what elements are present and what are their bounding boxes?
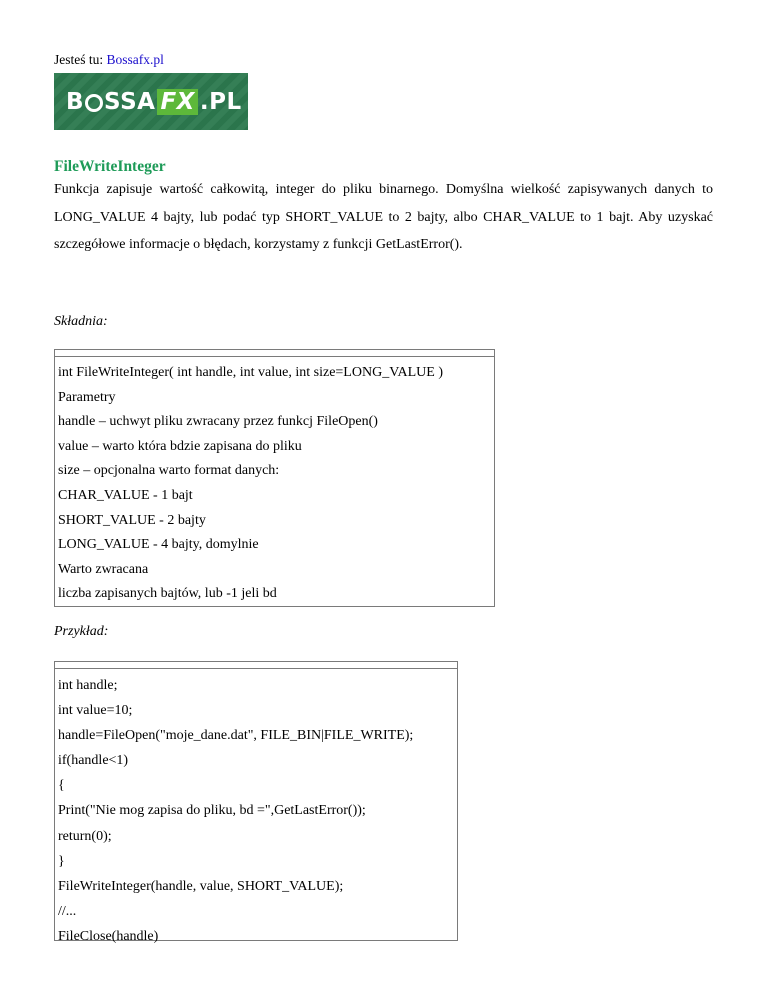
code-line: return(0); (58, 828, 112, 844)
code-line: handle=FileOpen("moje_dane.dat", FILE_BIN|FILE_WRITE); (58, 728, 414, 744)
syntax-line: LONG_VALUE - 4 bajty, domylnie (58, 537, 259, 553)
code-line: } (58, 853, 65, 869)
syntax-line: size – opcjonalna warto format danych: (58, 463, 280, 479)
code-line: { (58, 778, 65, 794)
syntax-line: value – warto która bdzie zapisana do pliku (58, 438, 302, 454)
logo-fx: FX (157, 89, 197, 115)
bossafx-logo[interactable] (54, 73, 248, 130)
code-line: Print("Nie mog zapisa do pliku, bd =",GetLastError()); (58, 803, 366, 819)
code-line: FileClose(handle) (58, 928, 159, 944)
syntax-line: liczba zapisanych bajtów, lub -1 jeli bd (58, 586, 277, 602)
logo-o-icon (85, 94, 103, 112)
example-label: Przykład: (54, 624, 109, 639)
syntax-line: Warto zwracana (58, 561, 149, 577)
logo-ssa: SSA (104, 88, 156, 115)
breadcrumb-link-bossafx[interactable]: Bossafx.pl (106, 52, 164, 67)
example-box-header (55, 662, 457, 669)
syntax-line: SHORT_VALUE - 2 bajty (58, 512, 206, 528)
breadcrumb (54, 52, 164, 68)
intro-paragraph: Funkcja zapisuje wartość całkowitą, integer do pliku binarnego. Domyślna wielkość zapisywanych danych to LONG_VALUE 4 bajty, lub podać typ SHORT_VALUE to 2 bajty, albo CHAR_VALUE to 1 bajt. Aby uzyskać szczegółowe informacje o błędach, korzystamy z funkcji GetLastError(). (54, 182, 713, 252)
page-title: FileWriteInteger (54, 158, 166, 175)
example-box-body (55, 669, 457, 949)
syntax-line: int FileWriteInteger( int handle, int value, int size=LONG_VALUE ) (58, 365, 443, 380)
logo-b: B (66, 88, 85, 115)
syntax-line: handle – uchwyt pliku zwracany przez funkcj FileOpen() (58, 414, 378, 430)
breadcrumb-prefix: Jesteś tu: (54, 52, 107, 67)
syntax-box (54, 349, 495, 607)
code-line: int value=10; (58, 703, 133, 719)
code-line: //... (58, 903, 77, 919)
syntax-line: Parametry (58, 389, 116, 405)
code-line: if(handle<1) (58, 753, 129, 769)
syntax-line: CHAR_VALUE - 1 bajt (58, 487, 193, 503)
syntax-box-header (55, 350, 494, 357)
example-box (54, 661, 458, 944)
syntax-label: Składnia: (54, 314, 108, 329)
logo-wordmark (66, 89, 242, 115)
syntax-box-body (55, 357, 494, 607)
code-line: FileWriteInteger(handle, value, SHORT_VALUE); (58, 878, 344, 894)
code-line: int handle; (58, 678, 118, 693)
logo-pl: .PL (199, 88, 242, 115)
